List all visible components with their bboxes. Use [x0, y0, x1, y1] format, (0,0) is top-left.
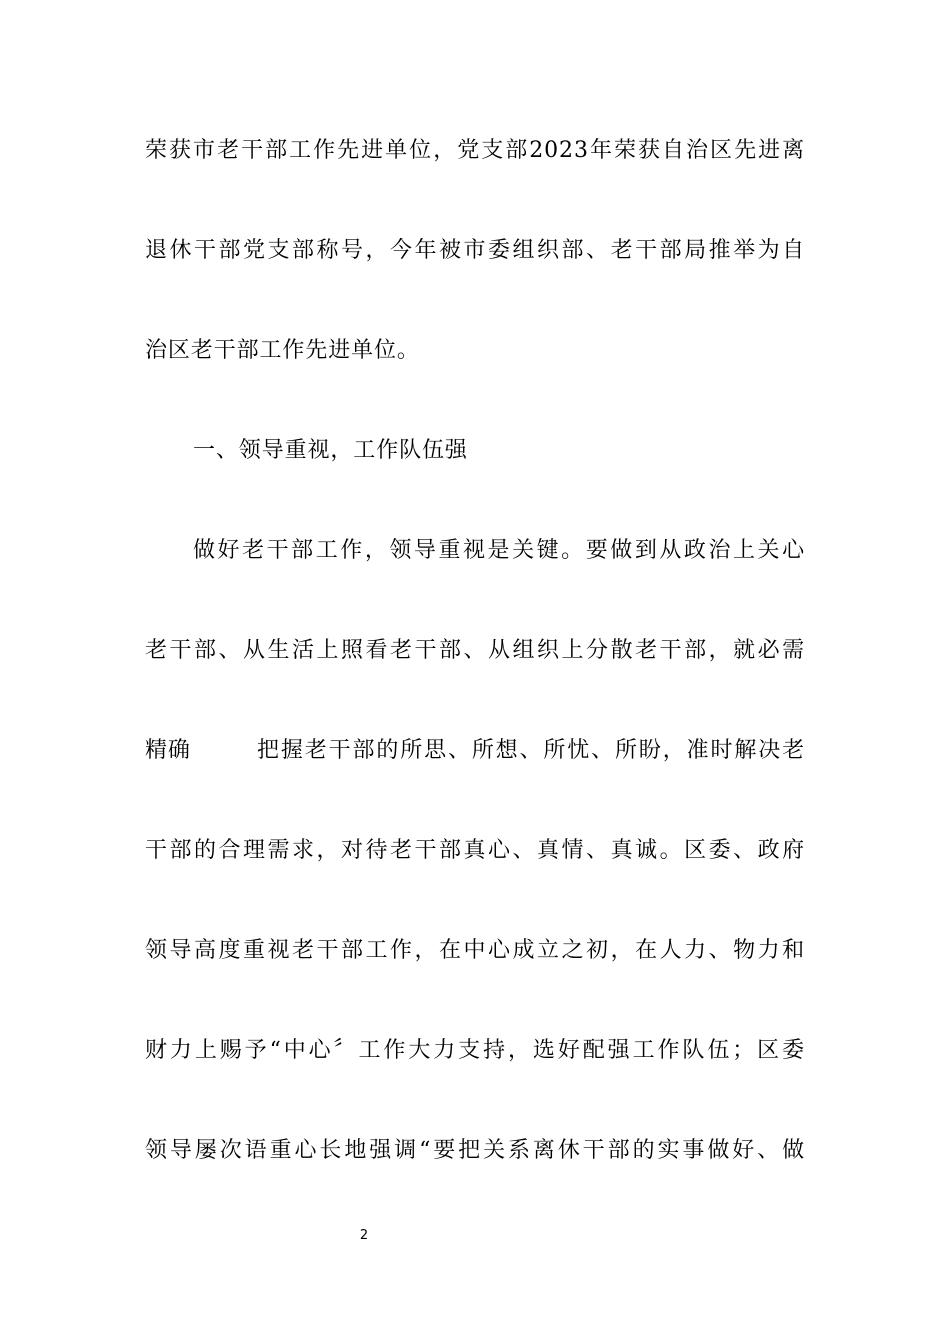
line-7-leading-word: 精确: [145, 738, 191, 763]
body-text-line-1: 荣获市老干部工作先进单位，党支部2023年荣获自治区先进离: [145, 138, 805, 163]
body-text-line-10: 财力上赐予“中心〞工作大力支持，选好配强工作队伍；区委: [145, 1038, 805, 1063]
body-text-line-6: 老干部、从生活上照看老干部、从组织上分散老干部，就必需: [145, 638, 805, 663]
body-text-line-8: 干部的合理需求，对待老干部真心、真情、真诚。区委、政府: [145, 838, 805, 863]
page-number: 2: [359, 1228, 369, 1243]
body-text-line-2: 退休干部党支部称号，今年被市委组织部、老干部局推举为自: [145, 238, 805, 263]
body-text-line-7: [145, 736, 805, 766]
body-text-line-11: 领导屡次语重心长地强调“要把关系离休干部的实事做好、做: [145, 1138, 805, 1163]
paragraph-first-line: 做好老干部工作，领导重视是关键。要做到从政治上关心: [193, 538, 805, 563]
body-text-line-9: 领导高度重视老干部工作，在中心成立之初，在人力、物力和: [145, 938, 805, 963]
section-heading: 一、领导重视，工作队伍强: [193, 438, 468, 463]
line-7-remainder: 把握老干部的所思、所想、所忧、所盼，准时解决老: [257, 738, 805, 763]
body-text-line-3: 治区老干部工作先进单位。: [145, 338, 420, 363]
